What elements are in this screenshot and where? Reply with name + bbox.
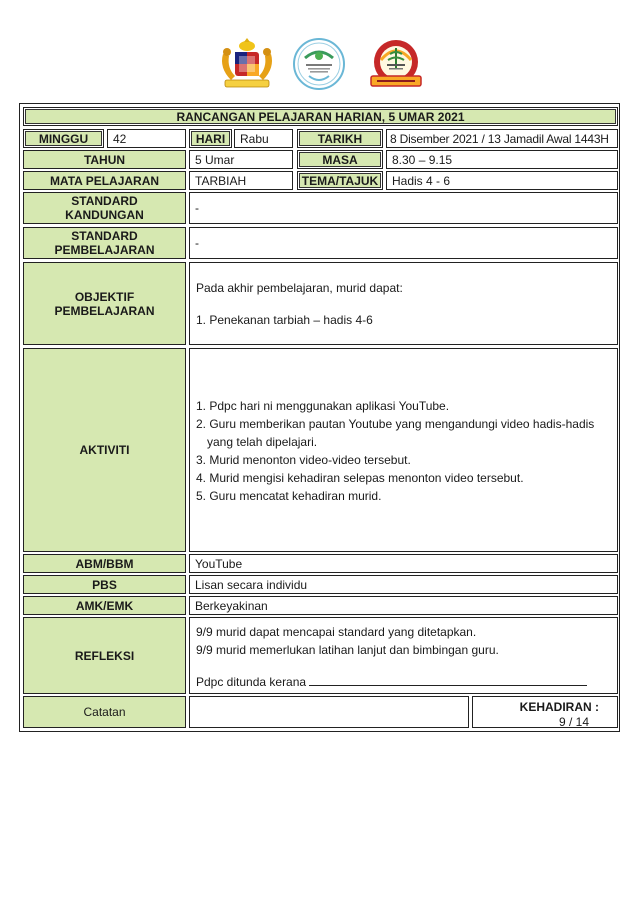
kehadiran-label: KEHADIRAN : bbox=[519, 700, 599, 714]
subject-value-text: TARBIAH bbox=[195, 173, 247, 188]
objektif-label bbox=[23, 262, 186, 345]
standard-kandungan-label-line2: KANDUNGAN bbox=[65, 208, 144, 222]
aktiviti-content bbox=[189, 348, 618, 552]
amk-label-text: AMK/EMK bbox=[75, 598, 134, 613]
refleksi-content bbox=[189, 617, 618, 694]
pbs-label-text: PBS bbox=[92, 577, 117, 592]
aktiviti-item: 2. Guru memberikan pautan Youtube yang mengandungi video hadis-hadis yang telah dipelajari. bbox=[196, 417, 595, 449]
kehadiran-value: 9 / 14 bbox=[558, 715, 589, 728]
standard-kandungan-value bbox=[189, 192, 618, 224]
standard-pembelajaran-label bbox=[23, 227, 186, 259]
refleksi-line-2: 9/9 murid memerlukan latihan lanjut dan bimbingan guru. bbox=[196, 643, 499, 657]
refleksi-line-3-row bbox=[196, 673, 617, 691]
standard-pembelajaran-value-text: - bbox=[195, 236, 199, 250]
standard-kandungan-label bbox=[23, 192, 186, 224]
aktiviti-item: 3. Murid menonton video-video tersebut. bbox=[196, 453, 411, 467]
refleksi-label bbox=[23, 617, 186, 694]
standard-pembelajaran-label-line2: PEMBELAJARAN bbox=[54, 243, 155, 257]
amk-value-text: Berkeyakinan bbox=[195, 598, 268, 613]
refleksi-line-1: 9/9 murid dapat mencapai standard yang ditetapkan. bbox=[196, 625, 477, 639]
objektif-item: 1. Penekanan tarbiah – hadis 4-6 bbox=[196, 313, 373, 327]
refleksi-blank-line bbox=[309, 674, 587, 686]
minggu-label-text: MINGGU bbox=[38, 131, 89, 146]
tarikh-label-text: TARIKH bbox=[317, 131, 363, 146]
amk-label bbox=[23, 596, 186, 615]
tarikh-value bbox=[386, 129, 618, 148]
catatan-value bbox=[189, 696, 469, 728]
pbs-value-text: Lisan secara individu bbox=[195, 577, 308, 592]
tarikh-label bbox=[297, 129, 383, 148]
aktiviti-label bbox=[23, 348, 186, 552]
school-crest-icon bbox=[291, 38, 347, 90]
tahun-label bbox=[23, 150, 186, 169]
tema-label bbox=[297, 171, 383, 190]
masa-value-text: 8.30 – 9.15 bbox=[392, 152, 453, 167]
subject-label-text: MATA PELAJARAN bbox=[49, 173, 160, 188]
page-title-text: RANCANGAN PELAJARAN HARIAN, 5 UMAR 2021 bbox=[176, 109, 465, 124]
standard-kandungan-label-line1: STANDARD bbox=[71, 194, 138, 208]
masa-label-text: MASA bbox=[322, 152, 358, 167]
pbs-label bbox=[23, 575, 186, 594]
refleksi-line-3: Pdpc ditunda kerana bbox=[196, 675, 307, 689]
minggu-value-text: 42 bbox=[113, 131, 127, 146]
standard-kandungan-value-text: - bbox=[195, 201, 199, 215]
abm-label bbox=[23, 554, 186, 573]
catatan-label bbox=[23, 696, 186, 728]
malaysia-coat-of-arms-icon bbox=[217, 38, 277, 90]
subject-value bbox=[189, 171, 293, 190]
hari-value-text: Rabu bbox=[240, 131, 269, 146]
tahun-value-text: 5 Umar bbox=[195, 152, 235, 167]
objektif-intro: Pada akhir pembelajaran, murid dapat: bbox=[196, 281, 403, 295]
logo-strip bbox=[0, 38, 638, 90]
tarikh-value-text: 8 Disember 2021 / 13 Jamadil Awal 1443H bbox=[390, 131, 609, 146]
tema-value-text: Hadis 4 - 6 bbox=[392, 173, 451, 188]
lesson-plan-table bbox=[19, 103, 620, 732]
aktiviti-item: 4. Murid mengisi kehadiran selepas menonton video tersebut. bbox=[196, 471, 524, 485]
abm-label-text: ABM/BBM bbox=[75, 556, 134, 571]
hari-label bbox=[189, 129, 232, 148]
minggu-label bbox=[23, 129, 104, 148]
abm-value-text: YouTube bbox=[195, 556, 243, 571]
standard-pembelajaran-label-line1: STANDARD bbox=[71, 229, 138, 243]
minggu-value bbox=[107, 129, 186, 148]
kehadiran-box bbox=[472, 696, 618, 728]
tema-label-text: TEMA/TAJUK bbox=[301, 173, 379, 188]
tema-value bbox=[386, 171, 618, 190]
aktiviti-label-text: AKTIVITI bbox=[79, 443, 130, 457]
abm-value bbox=[189, 554, 618, 573]
standard-pembelajaran-value bbox=[189, 227, 618, 259]
hari-label-text: HARI bbox=[195, 131, 226, 146]
aktiviti-list bbox=[196, 397, 617, 505]
aktiviti-item: 1. Pdpc hari ni menggunakan aplikasi YouTube. bbox=[196, 399, 450, 413]
pbs-value bbox=[189, 575, 618, 594]
subject-label bbox=[23, 171, 186, 190]
masa-label bbox=[297, 150, 383, 169]
page-title bbox=[23, 107, 618, 126]
refleksi-label-text: REFLEKSI bbox=[74, 648, 135, 663]
amk-value bbox=[189, 596, 618, 615]
catatan-label-text: Catatan bbox=[83, 705, 126, 719]
objektif-label-text: OBJEKTIF PEMBELAJARAN bbox=[54, 289, 155, 318]
hari-value bbox=[234, 129, 293, 148]
masa-value bbox=[386, 150, 618, 169]
tahun-label-text: TAHUN bbox=[83, 152, 126, 167]
aktiviti-item: 5. Guru mencatat kehadiran murid. bbox=[196, 489, 382, 503]
school-emblem-icon bbox=[365, 38, 427, 90]
objektif-content bbox=[189, 262, 618, 345]
tahun-value bbox=[189, 150, 293, 169]
